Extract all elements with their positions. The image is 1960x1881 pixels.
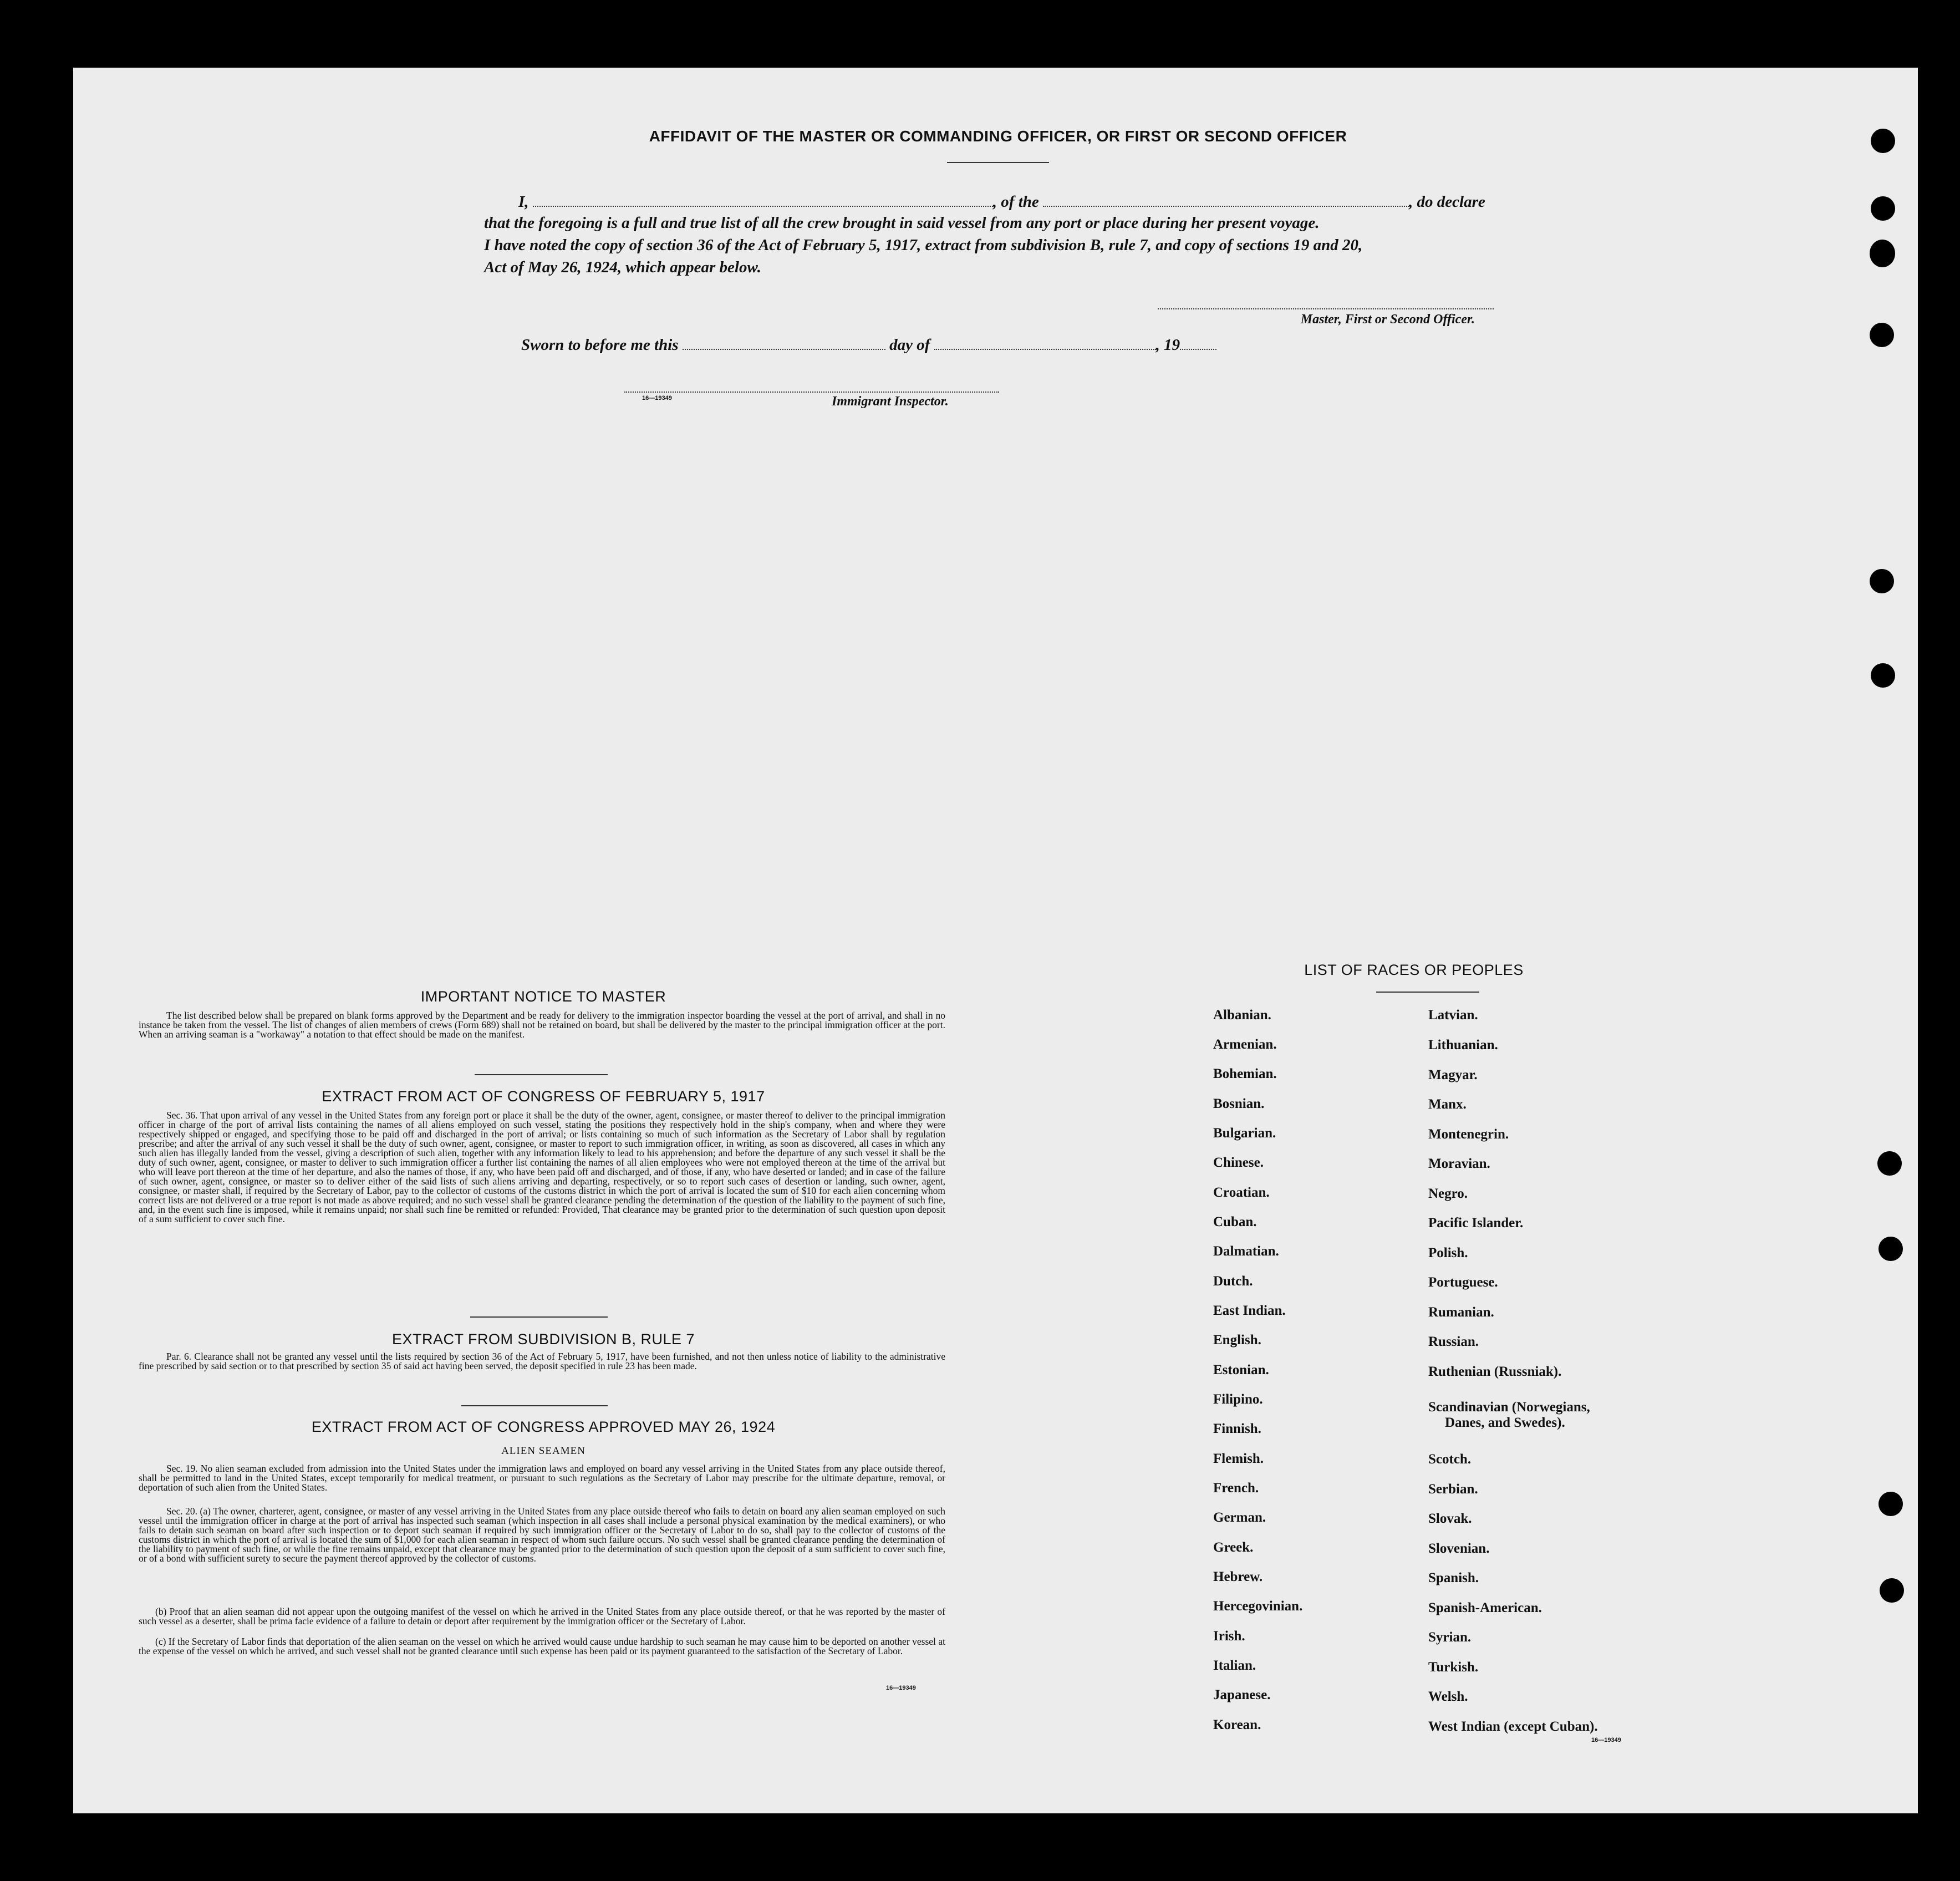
binder-hole (1877, 1151, 1902, 1176)
race-item: Spanish. (1428, 1570, 1479, 1585)
notice-heading: IMPORTANT NOTICE TO MASTER (420, 988, 666, 1005)
affidavit-line-2: that the foregoing is a full and true list of all the crew brought in said vessel from any port or place during her present voyage. (484, 214, 1320, 232)
do-declare-label: , do declare (1409, 193, 1485, 211)
binder-hole (1870, 240, 1895, 267)
binder-hole (1871, 129, 1895, 153)
race-item: Bulgarian. (1213, 1126, 1276, 1141)
extract-1917-heading: EXTRACT FROM ACT OF CONGRESS OF FEBRUARY 5, 1917 (322, 1088, 765, 1105)
binder-hole (1880, 1578, 1904, 1603)
race-item: English. (1213, 1333, 1261, 1348)
binder-hole (1870, 569, 1894, 593)
race-item: Croatian. (1213, 1185, 1270, 1200)
of-the-label: , of the (992, 193, 1039, 211)
race-item: Moravian. (1428, 1156, 1490, 1171)
race-item: Bosnian. (1213, 1096, 1265, 1111)
alien-seamen-subheading: ALIEN SEAMEN (501, 1445, 586, 1457)
race-item: Magyar. (1428, 1067, 1478, 1082)
sec-20c-text: (c) If the Secretary of Labor finds that deportation of the alien seaman on the vessel on which he arrived would cause undue hardship to such seaman he may cause him to be deported on another vessel at the expense of the vessel on which he arrived, and such vessel shall not be granted clearance until such expense has been paid or its payment guaranteed to the satisfaction of the Secretary of Labor. (139, 1636, 945, 1656)
race-item: Polish. (1428, 1245, 1468, 1260)
race-item: Pacific Islander. (1428, 1216, 1524, 1231)
subdivision-b-text: Par. 6. Clearance shall not be granted any vessel until the lists required by section 36 of the Act of February 5, 1917, have been furnished, and not then unless notice of liability to the administrative fine prescribed by said section or to that prescribed by section 35 of said act having been served, the deposit specified in rule 23 has been made. (139, 1351, 945, 1371)
race-item: Slovenian. (1428, 1541, 1490, 1556)
extract-1924-heading: EXTRACT FROM ACT OF CONGRESS APPROVED MAY 26, 1924 (311, 1419, 776, 1435)
race-item: Syrian. (1428, 1630, 1472, 1645)
race-item: Scotch. (1428, 1452, 1472, 1467)
name-blank[interactable] (533, 194, 993, 207)
race-item-continued: Danes, and Swedes). (1445, 1415, 1565, 1430)
race-item: Spanish-American. (1428, 1600, 1542, 1615)
day-of-label: day of (889, 336, 930, 354)
sworn-day-blank[interactable] (683, 337, 885, 350)
race-item: Lithuanian. (1428, 1038, 1498, 1053)
sec-19-text: Sec. 19. No alien seaman excluded from admission into the United States under the immigration laws and employed on board any vessel arriving in the United States from any place outside thereof, shall be permitted to land in the United States, except temporarily for medical treatment, or pursuant to such regulations as the Secretary of Labor may prescribe for the ultimate departure, removal, or deportation of such alien from the United States. (139, 1463, 945, 1493)
sec-20b-text: (b) Proof that an alien seaman did not appear upon the outgoing manifest of the vessel on which he arrived in the United States from any place outside thereof, or that he was reported by the master of such vessel as a deserter, shall be prima facie evidence of a failure to detain or deport after requirement by the immigration officer or the Secretary of Labor. (139, 1606, 945, 1626)
race-item: Negro. (1428, 1186, 1468, 1201)
race-item: Portuguese. (1428, 1275, 1498, 1290)
race-item: Flemish. (1213, 1451, 1264, 1466)
race-item: Scandinavian (Norwegians, (1428, 1400, 1590, 1415)
race-item: Greek. (1213, 1540, 1254, 1555)
signature-label: Master, First or Second Officer. (1300, 312, 1475, 327)
affidavit-line-3: I have noted the copy of section 36 of the Act of February 5, 1917, extract from subdivision B, rule 7, and copy of sections 19 and 20, (484, 236, 1363, 254)
races-heading: LIST OF RACES OR PEOPLES (1304, 962, 1524, 978)
race-item: Hebrew. (1213, 1569, 1263, 1584)
race-item: Finnish. (1213, 1421, 1261, 1436)
race-item: East Indian. (1213, 1303, 1286, 1318)
race-item: Chinese. (1213, 1155, 1264, 1170)
race-item: Montenegrin. (1428, 1127, 1509, 1142)
sworn-line (521, 334, 1216, 356)
form-number: 16—19349 (886, 1685, 916, 1691)
sworn-year-blank[interactable] (1180, 337, 1216, 350)
notice-text: The list described below shall be prepared on blank forms approved by the Department and be ready for delivery to the immigration inspector boarding the vessel at the port of arrival, and shall in no instance be taken from the vessel. The list of changes of alien members of crews (Form 689) shall not be retained on board, but shall be delivered by the master to the principal immigration officer at the port. When an arriving seaman is a "workaway" a notation to that effect should be made on the manifest. (139, 1010, 945, 1040)
race-item: Filipino. (1213, 1392, 1263, 1407)
race-item: Armenian. (1213, 1037, 1277, 1052)
race-item: Dalmatian. (1213, 1244, 1279, 1259)
divider (475, 1074, 608, 1075)
race-item: Turkish. (1428, 1660, 1479, 1675)
sworn-month-blank[interactable] (934, 337, 1156, 350)
race-item: Slovak. (1428, 1511, 1472, 1526)
race-item: Latvian. (1428, 1008, 1478, 1023)
binder-hole (1871, 196, 1895, 221)
binder-hole (1878, 1237, 1903, 1261)
race-item: Italian. (1213, 1658, 1256, 1673)
divider (461, 1405, 608, 1406)
race-item: Hercegovinian. (1213, 1599, 1303, 1614)
race-item: Rumanian. (1428, 1305, 1494, 1320)
race-item: Korean. (1213, 1717, 1261, 1732)
race-item: Ruthenian (Russniak). (1428, 1364, 1562, 1379)
divider (947, 162, 1049, 163)
race-item: Irish. (1213, 1629, 1245, 1644)
race-item: West Indian (except Cuban). (1428, 1719, 1598, 1734)
line-i-label: I, (518, 193, 529, 211)
race-item: Serbian. (1428, 1482, 1478, 1497)
affidavit-title: AFFIDAVIT OF THE MASTER OR COMMANDING OFFICER, OR FIRST OR SECOND OFFICER (649, 128, 1347, 145)
inspector-label: Immigrant Inspector. (832, 394, 949, 409)
divider (470, 1316, 608, 1318)
year-label: , 19 (1155, 336, 1180, 354)
race-item: Japanese. (1213, 1687, 1271, 1702)
affidavit-line-1 (518, 191, 1516, 213)
divider (1376, 992, 1479, 993)
form-number: 16—19349 (1591, 1737, 1621, 1743)
vessel-blank[interactable] (1043, 194, 1409, 207)
race-item: Manx. (1428, 1097, 1467, 1112)
form-number: 16—19349 (642, 395, 672, 401)
race-item: Albanian. (1213, 1008, 1271, 1023)
sworn-label: Sworn to before me this (521, 336, 679, 354)
race-item: Cuban. (1213, 1214, 1257, 1229)
race-item: French. (1213, 1481, 1259, 1496)
sec-20a-text: Sec. 20. (a) The owner, charterer, agent, consignee, or master of any vessel arriving in the United States from any place outside thereof who fails to detain on board any alien seaman employed on such vessel until the immigration officer in charge at the port of arrival has inspected such seaman (which inspection in all cases shall include a personal physical examination by the medical examiners), or who fails to detain such seaman on board after such inspection or to deport such seaman if required by such immigration officer or the Secretary of Labor to do so, shall pay to the collector of customs of the customs district in which the port of arrival is located the sum of $1,000 for each alien seaman in respect of whom such failure occurs. No such vessel shall be granted clearance pending the determination of the liability to payment of such fine, or while the fine remains unpaid, except that clearance may be granted prior to the determination of such question upon the deposit of a sum sufficient to cover such fine, or of a bond with sufficient surety to secure the payment thereof approved by the collector of customs. (139, 1506, 945, 1564)
binder-hole (1871, 663, 1895, 688)
affidavit-line-4: Act of May 26, 1924, which appear below. (484, 258, 761, 276)
race-item: Dutch. (1213, 1274, 1253, 1289)
subdivision-b-heading: EXTRACT FROM SUBDIVISION B, RULE 7 (391, 1331, 695, 1348)
binder-hole (1878, 1492, 1903, 1516)
race-item: Russian. (1428, 1334, 1479, 1349)
race-item: Bohemian. (1213, 1066, 1277, 1081)
race-item: Estonian. (1213, 1363, 1269, 1377)
extract-1917-text: Sec. 36. That upon arrival of any vessel in the United States from any foreign port or place it shall be the duty of the owner, agent, consignee, or master thereof to deliver to the principal immigration officer in charge of the port of arrival lists containing the names of all aliens employed on such vessel, stating the positions they respectively hold in the ship's company, when and where they were respectively shipped or engaged, and specifying those to be paid off and discharged in the port of arrival; or lists containing so much of such information as the Secretary of Labor shall by regulation prescribe; and after the arrival of any such vessel it shall be the duty of such owner, agent, consignee, or master to report to such immigration officer, in writing, as soon as discovered, all cases in which any such alien has illegally landed from the vessel, giving a description of such alien, together with any information likely to lead to his apprehension; and before the departure of any such vessel it shall be the duty of such owner, agent, consignee, or master to deliver to such immigration officer a further list containing the names of all alien employees who were not employed thereon at the time of the arrival but who will leave port thereon at the time of her departure, and also the names of those, if any, who have been paid off and discharged, and of those, if any, who have deserted or landed; and in case of the failure of such owner, agent, consignee, or master so to deliver either of the said lists of such aliens arriving and departing, respectively, or so to report such cases of desertion or landing, such owner, agent, consignee, or master shall, if required by the Secretary of Labor, pay to the collector of customs of the customs district in which the port of arrival is located the sum of $10 for each alien concerning whom correct lists are not delivered or a true report is not made as above required; and no such vessel shall be granted clearance pending the determination of the question of the liability to the payment of such fine, and, in the event such fine is imposed, while it remains unpaid; nor shall such fine be remitted or refunded: Provided, That clearance may be granted prior to the determination of such question upon deposit of a sum sufficient to cover such fine. (139, 1110, 945, 1224)
race-item: Welsh. (1428, 1689, 1468, 1704)
race-item: German. (1213, 1510, 1266, 1525)
binder-hole (1870, 323, 1894, 347)
